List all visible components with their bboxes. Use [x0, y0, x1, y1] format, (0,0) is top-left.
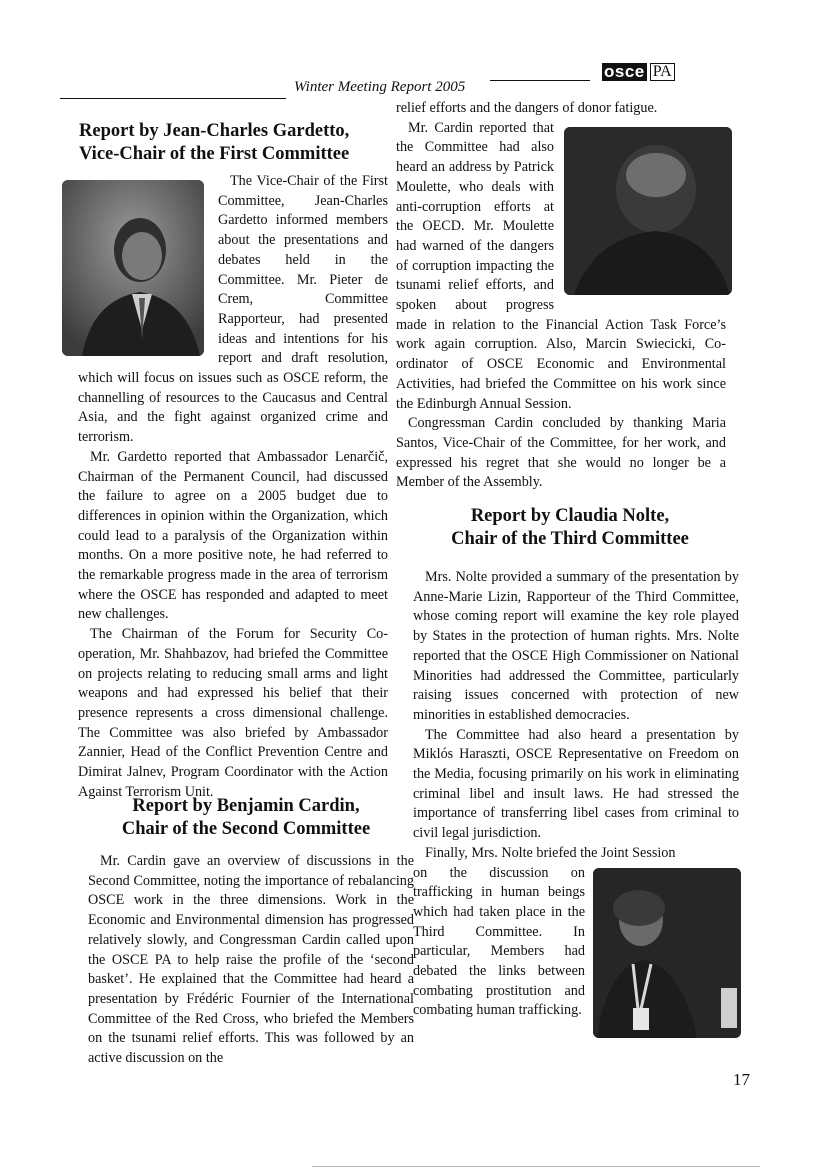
portrait-photo-icon: [564, 127, 732, 295]
nolte-paragraph-1: Mrs. Nolte provided a summary of the presentation by Anne-Marie Lizin, Rapporteur of the Third Committee, whose coming report will examine the key role played by States in the protection of human rights. Mrs. Nolte reported that the OSCE High Commissioner on National Minorities had addressed the Committee, particularly raising issues concerned with protection of new minorities in established democracies.: [413, 569, 739, 723]
moulette-photo: [564, 127, 732, 295]
cardin-paragraph-3: Congressman Cardin concluded by thanking Maria Santos, Vice-Chair of the Committee, for her work, and expressed his regret that she would no longer be a Member of the Assembly.: [396, 415, 726, 491]
osce-logo-mark: osce: [604, 62, 645, 81]
cardin-paragraph-1-continued: relief efforts and the dangers of donor fatigue.: [396, 100, 658, 116]
portrait-photo-icon: [62, 180, 204, 356]
gardetto-heading: [79, 120, 399, 166]
osce-pa-logo: [602, 63, 675, 81]
portrait-photo-icon: [593, 868, 741, 1038]
gardetto-body: [78, 172, 388, 803]
cardin-heading-line2: Chair of the Second Committee: [121, 819, 371, 839]
gardetto-photo: [62, 180, 204, 356]
nolte-paragraph-2: The Committee had also heard a presentation by Miklós Haraszti, OSCE Representative on Freedom on the Media, focusing primarily on his work in eliminating criminal libel and insult laws. He had stressed the importance of transferring libel cases from criminal to civil legal jurisdiction.: [413, 726, 739, 842]
page-number: 17: [733, 1070, 750, 1089]
cardin-body-right: [396, 99, 726, 493]
nolte-body: [413, 568, 739, 1042]
pa-logo-mark: PA: [650, 63, 675, 81]
header-title: Winter Meeting Report 2005: [294, 79, 466, 95]
cardin-paragraph-1: Mr. Cardin gave an overview of discussions in the Second Committee, noting the importance of rebalancing OSCE work in the three dimensions. Work in the Economic and Environmental dimension has progressed relatively slowly, and Congressman Cardin called upon the OSCE PA to help raise the profile of the ‘second basket’. He explained that the Committee had heard a presentation by Frédéric Fournier of the International Committee of the Red Cross, who briefed the Members on the tsunami relief efforts. This was followed by an active discussion on the: [88, 853, 414, 1067]
cardin-heading: [86, 795, 406, 841]
bottom-rule: [312, 1166, 760, 1167]
nolte-paragraph-3a: Finally, Mrs. Nolte briefed the Joint Session: [425, 844, 676, 861]
nolte-heading-line1: Report by Claudia Nolte,: [470, 506, 670, 526]
nolte-photo: [593, 868, 741, 1038]
header-rule-left: [60, 98, 286, 99]
gardetto-paragraph-3: The Chairman of the Forum for Security Co-operation, Mr. Shahbazov, had briefed the Committee on projects relating to reducing small arms and light weapons and had expressed his belief that their presence represents a cross dimensional challenge. The Committee was also briefed by Ambassador Zannier, Head of the Conflict Prevention Centre and Dimirat Jalnev, Program Coordinator with the Action Against Terrorism Unit.: [78, 626, 388, 800]
header-rule-right: [490, 80, 590, 81]
nolte-paragraph-3b: on the discussion on trafficking in human beings which had taken place in the Third Committee. In particular, Members had debated the links between combating prostitution and combating human trafficking.: [413, 864, 585, 1019]
gardetto-paragraph-2: Mr. Gardetto reported that Ambassador Lenarčič, Chairman of the Permanent Council, had discussed the failure to agree on a 2005 budget due to differences in opinion within the Organization, which could lead to a paralysis of the Organization within months. On a more positive note, he had referred to the remarkable progress made in the area of terrorism where the OSCE has responded and adapted to meet new challenges.: [78, 448, 388, 623]
gardetto-heading-line1: Report by Jean-Charles Gardetto,: [79, 121, 350, 141]
gardetto-paragraph-1: The Vice-Chair of the First Committee, Jean-Charles Gardetto informed members about the presentations and debates held in the Committee. Mr. Pieter de Crem, Committee Rapporteur, had presented ideas and intentions for his report and draft resolution, which will focus on issues such as OSCE reform, the channelling of resources to the Caucasus and Central Asia, and the fight against organized crime and terrorism.: [78, 173, 388, 446]
nolte-heading-line2: Chair of the Third Committee: [451, 529, 689, 549]
cardin-body-left: [88, 852, 414, 1069]
gardetto-heading-line2: Vice-Chair of the First Committee: [79, 144, 350, 164]
nolte-heading: [410, 505, 730, 551]
cardin-paragraph-2: Mr. Cardin reported that the Committee had also heard an address by Patrick Moulette, who deals with anti-corruption efforts at the OECD. Mr. Moulette had warned of the dangers of corruption impacting the tsunami relief efforts, and spoken about progress made in relation to the Financial Action Task Force’s work again corruption. Also, Marcin Swiecicki, Co-ordinator of OSCE Economic and Environmental Activities, had briefed the Committee on his work since the Edinburgh Annual Session.: [396, 119, 726, 412]
cardin-heading-line1: Report by Benjamin Cardin,: [132, 796, 360, 816]
